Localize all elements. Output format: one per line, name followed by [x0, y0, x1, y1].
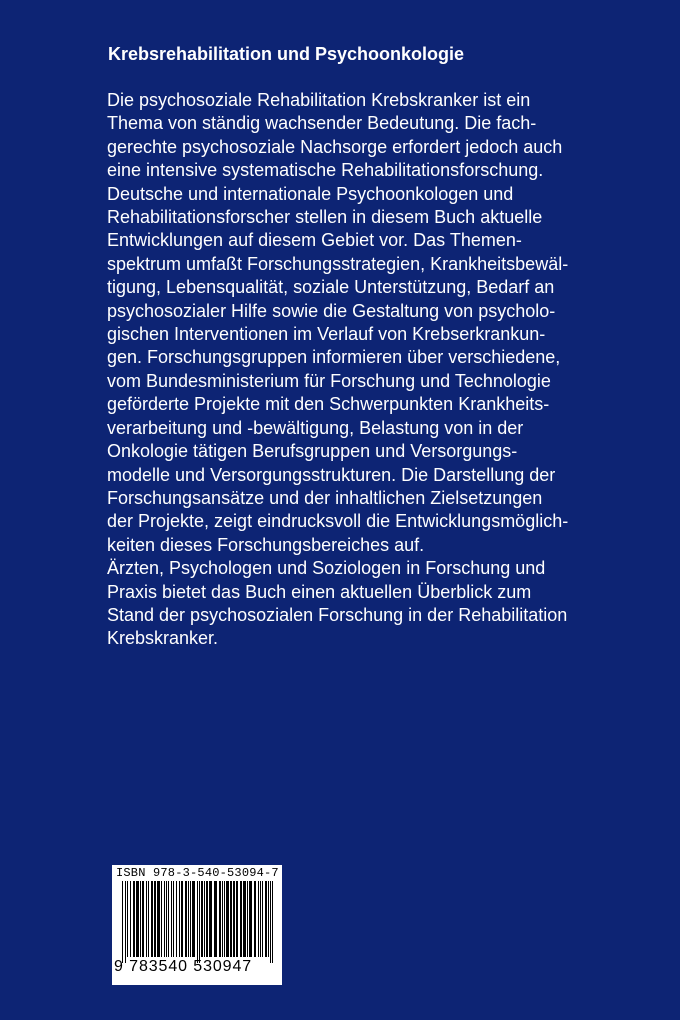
barcode-bar [125, 881, 126, 963]
barcode-bar [219, 881, 221, 957]
barcode-bar [222, 881, 223, 957]
blurb-line: Entwicklungen auf diesem Gebiet vor. Das Themen- [107, 230, 522, 251]
blurb-line: keiten dieses Forschungsbereiches auf. [107, 534, 425, 555]
barcode-bar [168, 881, 169, 957]
blurb-line: tigung, Lebensqualität, soziale Unterstützung, Bedarf an [107, 277, 555, 298]
barcode-bar [181, 881, 183, 957]
isbn13-label: ISBN-13: 978-3-540-53094-7 [112, 973, 274, 987]
blurb-line: Stand der psychosozialen Forschung in der Rehabilitation [107, 604, 568, 625]
barcode-bar [140, 881, 141, 957]
barcode-bar [161, 881, 162, 957]
barcode-bar [204, 881, 205, 957]
blurb-line: der Projekte, zeigt eindrucksvoll die Entwicklungsmöglich- [107, 511, 569, 532]
blurb-line: Ärzten, Psychologen und Soziologen in Forschung und [107, 558, 546, 579]
barcode-bar [179, 881, 180, 957]
barcode-bar [243, 881, 246, 957]
blurb-line: Praxis bietet das Buch einen aktuellen Überblick zum [107, 581, 532, 602]
barcode-bar [224, 881, 225, 957]
barcode-bar [164, 881, 165, 957]
barcode-bar [151, 881, 153, 957]
barcode-bar [240, 881, 242, 957]
barcode-bar [188, 881, 189, 957]
barcode-bar [199, 881, 200, 963]
blurb-line: Deutsche und internationale Psychoonkologen und [107, 183, 514, 204]
barcode-bar [197, 881, 198, 963]
barcode-bar [249, 881, 252, 957]
blurb-line: Rehabilitationsforscher stellen in diesem Buch aktuelle [107, 207, 543, 228]
isbn-barcode [112, 865, 282, 985]
barcode-bar [146, 881, 147, 957]
barcode-bar [171, 881, 172, 957]
barcode-bar [270, 881, 271, 963]
barcode-bar [236, 881, 238, 957]
barcode-bar [214, 881, 217, 957]
blurb-line: gischen Interventionen im Verlauf von Krebserkrankun- [107, 324, 546, 345]
barcode-bar [176, 881, 177, 957]
book-title: Krebsrehabilitation und Psychoonkologie [108, 44, 465, 64]
barcode-bar [265, 881, 267, 957]
barcode-bar [230, 881, 232, 957]
barcode-bar [272, 881, 273, 963]
blurb-line: Die psychosoziale Rehabilitation Krebskranker ist ein [107, 90, 531, 110]
barcode-bar [254, 881, 256, 957]
barcode-bar [260, 881, 261, 957]
barcode-bar [268, 881, 269, 957]
blurb-text [107, 89, 607, 651]
barcode-bar [226, 881, 229, 957]
barcode-isbn-label: ISBN 978-3-540-53094-7 [116, 866, 279, 880]
barcode-bar [262, 881, 263, 957]
blurb-line: geförderte Projekte mit den Schwerpunkten Krankheits- [107, 394, 550, 415]
barcode-bar [166, 881, 167, 957]
blurb-line: psychosozialer Hilfe sowie die Gestaltung von psycholo- [107, 300, 556, 321]
blurb-line: Forschungsansätze und der inhaltlichen Zielsetzungen [107, 487, 543, 508]
blurb-line: Krebskranker. [107, 628, 219, 649]
barcode-bar [130, 881, 131, 957]
blurb-line: eine intensive systematische Rehabilitationsforschung. [107, 160, 544, 181]
blurb-line: Onkologie tätigen Berufsgruppen und Versorgungs- [107, 441, 518, 462]
barcode-bar [133, 881, 135, 957]
barcode-bar [154, 881, 156, 957]
barcode-bar [157, 881, 160, 957]
blurb-line: spektrum umfaßt Forschungsstrategien, Krankheitsbewäl- [107, 253, 569, 274]
blurb-line: modelle und Versorgungsstrukturen. Die Darstellung der [107, 464, 556, 485]
barcode-bar [201, 881, 203, 957]
blurb-line: gerechte psychosoziale Nachsorge erfordert jedoch auch [107, 136, 563, 157]
blurb-line: vom Bundesministerium für Forschung und Technologie [107, 370, 551, 391]
barcode-bar [127, 881, 128, 957]
barcode-bar [190, 881, 191, 957]
barcode-digits: 9 783540 530947 [114, 958, 253, 975]
barcode-bar [209, 881, 212, 957]
barcode-bar [258, 881, 259, 957]
barcode-bar [192, 881, 195, 957]
barcode-bar [247, 881, 248, 957]
barcode-bar [233, 881, 235, 957]
barcode-bar [185, 881, 187, 957]
barcode-bar [142, 881, 144, 957]
blurb-line: verarbeitung und -bewältigung, Belastung von in der [107, 417, 524, 438]
barcode-bar [136, 881, 139, 957]
blurb-line: Thema von ständig wachsender Bedeutung. Die fach- [107, 113, 537, 134]
barcode-bar [122, 881, 123, 963]
barcode-bar [148, 881, 149, 957]
barcode-bar [206, 881, 208, 957]
blurb-line: gen. Forschungsgruppen informieren über verschiedene, [107, 347, 561, 368]
barcode-bar [173, 881, 174, 957]
